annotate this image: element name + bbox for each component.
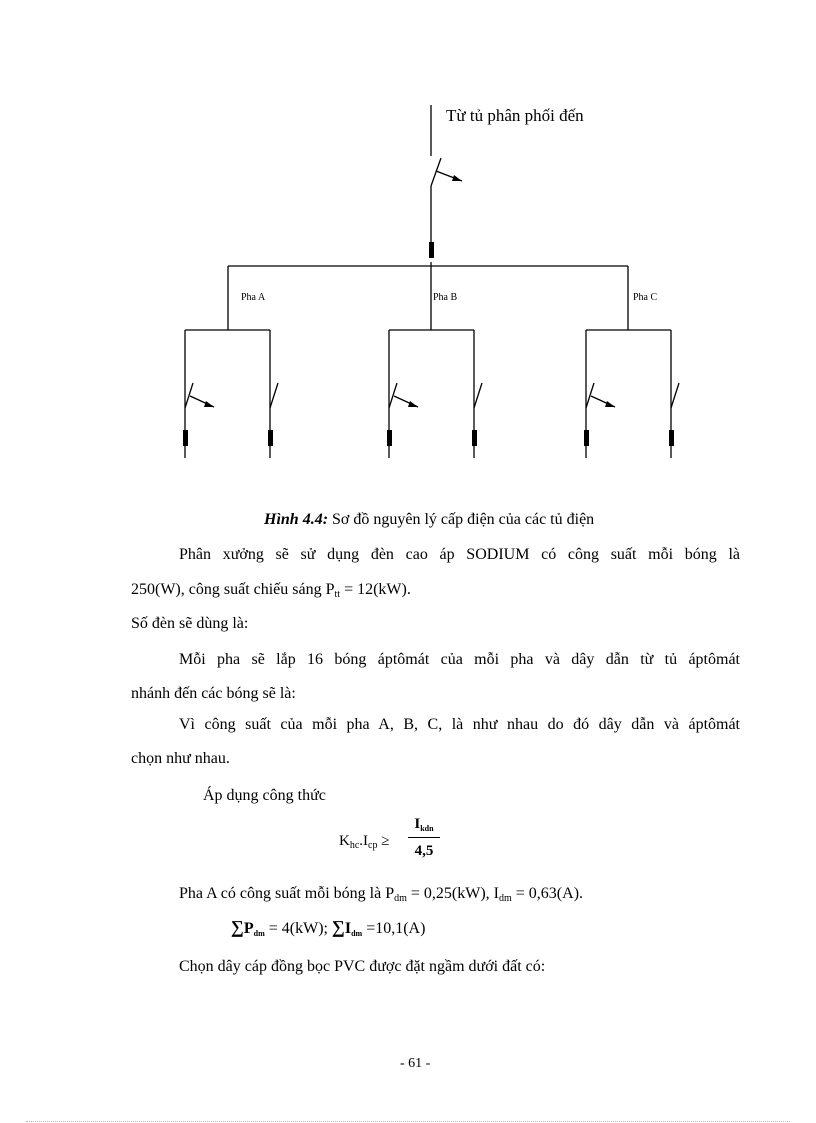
sums-line: $\sum P_{dm} = 4(kW)$; $\sum I_{dm} =10,1(A)$ (231, 917, 426, 938)
caption-text: Sơ đồ nguyên lý cấp điện của các tủ điện (332, 511, 595, 528)
phase-a-branch (185, 330, 278, 458)
phase-a-label: Pha A (241, 292, 266, 303)
paragraph-3-line-1: Mỗi pha sẽ lắp 16 bóng áptômát của mỗi pha và dây dẫn từ tủ áptômát (179, 651, 740, 668)
phase-c-branch (586, 330, 679, 458)
paragraph-1-line-1: Phân xưởng sẽ sử dụng đèn cao áp SODIUM có công suất mỗi bóng là (179, 546, 740, 563)
paragraph-2: Số đèn sẽ dùng là: (131, 615, 249, 632)
figure-caption (264, 511, 594, 529)
paragraph-1-line-2: 250(W), công suất chiếu sáng $P_{tt} = 12(kW)$. (131, 581, 411, 600)
source-label: Từ tủ phân phối đến (446, 106, 584, 125)
phase-b-branch (389, 330, 482, 458)
main-fuse (429, 242, 434, 258)
wiring-diagram (0, 0, 816, 480)
formula-numerator: $I_{kdn}$ (414, 816, 434, 833)
phase-b-label: Pha B (433, 292, 458, 303)
page-bottom-border (26, 1121, 790, 1122)
caption-label: Hình 4.4: (264, 511, 329, 528)
fraction-bar (408, 837, 440, 838)
page-number: - 61 - (400, 1056, 431, 1071)
phase-c-label: Pha C (633, 292, 658, 303)
paragraph-4-line-1: Vì công suất của mỗi pha A, B, C, là như nhau do đó dây dẫn và áptômát (179, 716, 740, 733)
formula-denominator: 4,5 (414, 843, 434, 859)
paragraph-last: Chọn dây cáp đồng bọc PVC được đặt ngầm dưới đất có: (179, 958, 546, 975)
paragraph-3-line-2: nhánh đến các bóng sẽ là: (131, 685, 296, 702)
phase-a-line: Pha A có công suất mỗi bóng là $P_{dm} = 0,25(kW)$, $I_{dm} = 0,63(A)$. (179, 885, 584, 904)
paragraph-4-line-2: chọn như nhau. (131, 750, 230, 767)
formula-lhs: $K_{hc}.I_{cp}$ ≥ (339, 833, 390, 851)
paragraph-5: Áp dụng công thức (203, 787, 326, 804)
